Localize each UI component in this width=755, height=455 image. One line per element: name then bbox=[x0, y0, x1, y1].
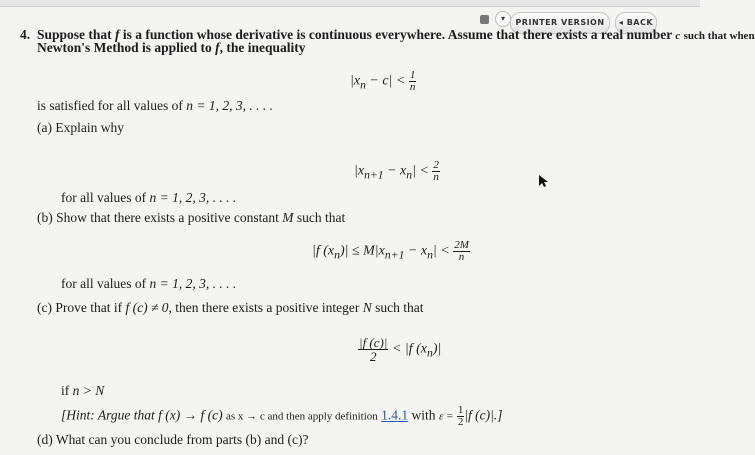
inequality-2: $|x_{n+1} - x_n|$ < $\frac{2}{n}$ bbox=[354, 159, 439, 183]
window-icon[interactable] bbox=[480, 15, 489, 24]
if-n-line: if n > N bbox=[61, 383, 105, 398]
cursor-icon bbox=[538, 174, 550, 188]
inequality-4: $\frac{|f (c)|}{2}$ < |f $(x_n)|$ bbox=[359, 335, 442, 364]
hint-line: [Hint: Argue that f (x) → f (c) as x → c and then apply definition 1.4.1 with ε = $\frac{1}{2}$ |f (c)|.] bbox=[61, 404, 503, 428]
problem-intro-line2: Newton's Method is applied to f, the inequality bbox=[37, 40, 306, 55]
inequality-3: |f $(x_n)| \le M|x_{n+1} - x_n|$ < $\frac{2M}{n}$ bbox=[312, 239, 469, 263]
problem-intro-line1: Suppose that f is a function whose derivative is continuous everywhere. Assume that there exists a real number c such that when bbox=[37, 27, 755, 42]
chevron-down-icon[interactable]: ▾ bbox=[495, 11, 511, 27]
top-strip bbox=[0, 0, 700, 7]
for-all-line-1: for all values of n = 1, 2, 3, . . . . bbox=[61, 190, 237, 205]
back-button[interactable]: ◂ BACK bbox=[615, 12, 657, 34]
toolbar-icons[interactable] bbox=[480, 11, 511, 27]
part-c-label: (c) Prove that if f (c) ≠ 0, then there exists a positive integer N such that bbox=[37, 300, 424, 315]
for-all-line-2: for all values of n = 1, 2, 3, . . . . bbox=[61, 276, 237, 291]
inequality-1: $|x_n - c|$ < $\frac{1}{n}$ bbox=[350, 69, 416, 93]
part-d-label: (d) What can you conclude from parts (b) and (c)? bbox=[37, 432, 309, 447]
part-b-label: (b) Show that there exists a positive constant M such that bbox=[37, 210, 346, 225]
definition-link[interactable]: 1.4.1 bbox=[381, 407, 409, 423]
part-a-label: (a) Explain why bbox=[37, 120, 124, 135]
printer-version-button[interactable]: PRINTER VERSION bbox=[510, 12, 610, 34]
problem-number: 4. bbox=[20, 27, 31, 42]
satisfied-line: is satisfied for all values of n = 1, 2, 3, . . . . bbox=[37, 98, 273, 113]
